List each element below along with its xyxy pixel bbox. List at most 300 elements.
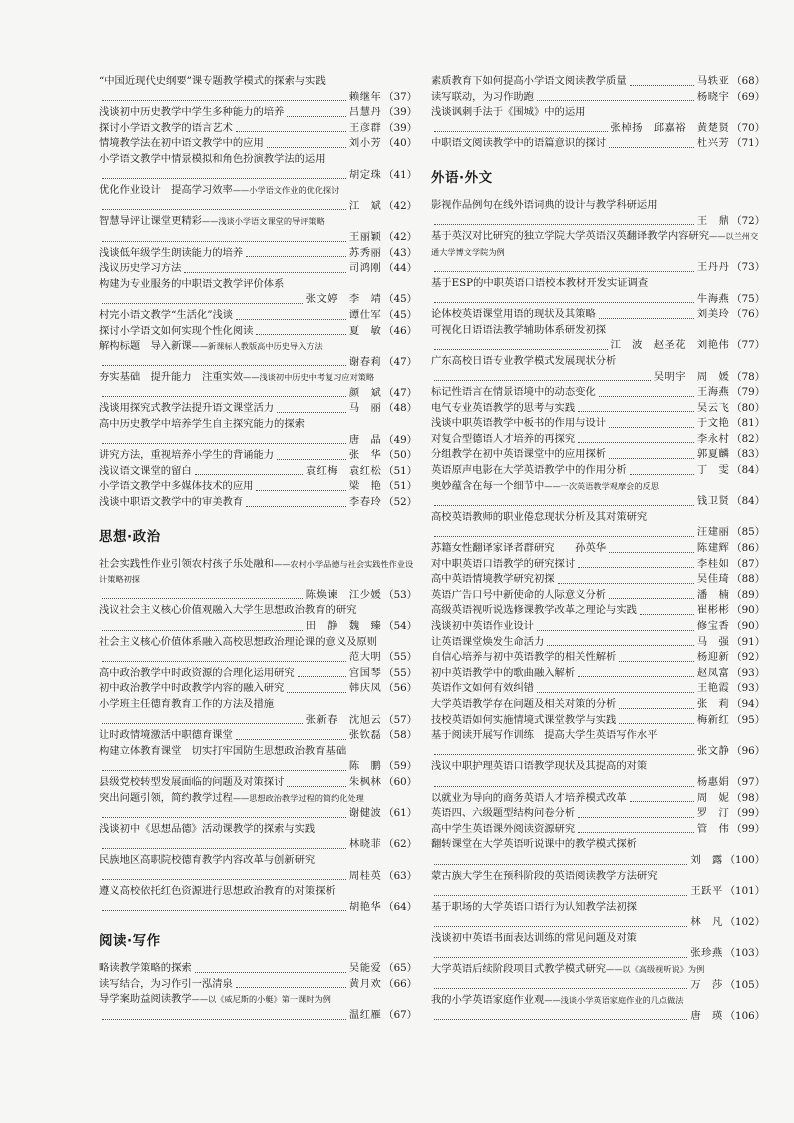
entry-title: 略读教学策略的探索 — [99, 962, 192, 975]
toc-entry — [431, 416, 765, 432]
entry-title: 基于英汉对比研究的独立学院大学英语汉英翻译教学内容研究——以兰州交通大学博文学院为例 — [431, 230, 759, 257]
section-heading: 思想·政治 — [99, 528, 161, 545]
dot-leader — [184, 272, 346, 273]
dot-leader — [434, 224, 694, 225]
dot-leader — [630, 801, 694, 802]
author-line — [99, 650, 417, 666]
entry-title: 浅议历史学习方法 — [99, 262, 182, 275]
author-line — [431, 338, 765, 354]
dot-leader — [102, 443, 346, 444]
dot-leader — [537, 692, 694, 693]
dot-leader — [287, 116, 346, 117]
toc-entry — [99, 308, 417, 324]
entry-author: 江 波 赵圣花 刘艳伟 — [610, 339, 730, 352]
entry-page: （75） — [731, 292, 765, 305]
toc-entry — [431, 759, 765, 790]
toc-entry — [431, 432, 765, 448]
entry-author: 夏 敏 — [348, 324, 382, 337]
entry-author: 朱枫林 — [348, 775, 382, 788]
dot-leader — [102, 910, 346, 911]
entry-page: （103） — [724, 947, 765, 960]
dot-leader — [434, 988, 687, 989]
entry-author: 崔彬彬 — [696, 604, 730, 617]
toc-entry — [99, 697, 417, 728]
toc-entry — [431, 307, 765, 323]
entry-page: （40） — [383, 137, 417, 150]
entry-page: （91） — [731, 635, 765, 648]
toc-entry — [99, 822, 417, 853]
entry-page: （39） — [383, 106, 417, 119]
entry-page: （90） — [731, 620, 765, 632]
entry-page: （84） — [731, 464, 765, 477]
toc-entry — [431, 603, 765, 619]
dot-leader — [434, 957, 687, 958]
toc-entry — [431, 229, 765, 276]
toc-entry — [99, 603, 417, 634]
entry-title: 对中职英语口语教学的研究探讨 — [431, 557, 576, 570]
dot-leader — [434, 536, 694, 537]
entry-author: 胡艳华 — [348, 900, 382, 913]
dot-leader — [619, 661, 694, 662]
toc-entry — [99, 277, 417, 308]
toc-entry — [99, 479, 417, 495]
entry-title: 突出问题引领，简约教学过程——思想政治教学过程的简约化处理 — [99, 791, 364, 804]
toc-entry — [99, 214, 417, 245]
entry-page: （85） — [731, 526, 765, 539]
entry-title: 浅议社会主义核心价值观融入大学生思想政治教育的研究 — [99, 604, 357, 617]
entry-author: 王 鼎 — [696, 214, 730, 227]
author-line — [99, 168, 417, 184]
entry-author: 吴云飞 — [696, 401, 730, 414]
toc-entry — [99, 339, 417, 370]
toc-entry — [431, 479, 765, 510]
entry-title: 解构标题 导入新课——新课标人教版高中历史导入方法 — [99, 340, 323, 353]
entry-title: 高校英语教师的职业倦怠现状分析及其对策研究 — [431, 510, 648, 523]
toc-entry — [431, 806, 765, 822]
entry-page: （39） — [383, 121, 417, 134]
entry-title: 高中英语情境教学研究初探 — [431, 573, 555, 586]
entry-page: （54） — [383, 620, 417, 632]
toc-entry — [431, 510, 765, 541]
author-line — [99, 386, 417, 402]
entry-author: 张文婷 李 靖 — [305, 293, 382, 306]
author-line — [99, 759, 417, 775]
entry-title: 社会实践性作业引领农村孩子乐处融和——农村小学品德与社会实践性作业设计策略初探 — [99, 557, 414, 585]
entry-page: （52） — [383, 496, 417, 509]
entry-page: （63） — [383, 869, 417, 882]
author-line — [99, 806, 417, 822]
entry-page: （83） — [731, 448, 765, 461]
entry-author: 周桂英 — [348, 869, 382, 882]
entry-author: 韩庆凤 — [348, 682, 382, 695]
dot-leader — [236, 131, 346, 132]
entry-title: “中国近现代史纲要”课专题教学模式的探索与实践 — [99, 75, 326, 87]
entry-title: 标记性语言在情景语境中的动态变化 — [431, 386, 596, 399]
entry-author: 陈建辉 — [696, 542, 730, 555]
dot-leader — [609, 427, 694, 428]
entry-page: （42） — [383, 230, 417, 243]
entry-page: （55） — [383, 651, 417, 664]
entry-title: 自信心培养与初中英语教学的相关性解析 — [431, 651, 617, 664]
entry-author: 林晓菲 — [348, 838, 382, 851]
author-line — [431, 884, 765, 900]
toc-entry — [99, 136, 417, 152]
entry-title: 探讨小学语文教学的语言艺术 — [99, 121, 233, 134]
entry-title: 大学英语后续阶段项目式教学模式研究——以《高级视听说》为例 — [431, 963, 705, 976]
entry-author: 张 华 — [348, 449, 382, 462]
entry-page: （106） — [724, 1009, 765, 1022]
entry-page: （64） — [383, 900, 417, 913]
toc-entry — [99, 635, 417, 666]
entry-page: （102） — [724, 916, 765, 929]
entry-page: （51） — [383, 464, 417, 477]
dot-leader — [619, 723, 694, 724]
entry-page: （94） — [731, 697, 765, 710]
author-line — [99, 355, 417, 371]
entry-subtitle: ——浅谈小学英语家庭作业的几点做法 — [544, 995, 684, 1006]
entry-title: 社会主义核心价值体系融入高校思想政治理论课的意义及原则 — [99, 635, 378, 648]
entry-author: 司鸿刚 — [348, 262, 382, 275]
entry-page: （43） — [383, 246, 417, 259]
dot-leader — [102, 100, 346, 101]
entry-title: 小学班主任德育教育工作的方法及措施 — [99, 697, 275, 710]
dot-leader — [578, 817, 694, 818]
entry-title: 大学英语教学存在问题及相关对策的分析 — [431, 697, 617, 710]
entry-author: 王彦群 — [348, 121, 382, 134]
entry-title: 遵义高校依托红色资源进行思想政治教育的对策探析 — [99, 885, 336, 898]
author-line — [431, 915, 765, 931]
entry-title: 奥妙蕴含在每一个细节中——一次英语教学观摩会的反思 — [431, 479, 659, 492]
author-line — [99, 588, 417, 604]
toc-entry — [431, 791, 765, 807]
toc-entry — [99, 666, 417, 682]
dot-leader — [609, 552, 694, 553]
dot-leader — [277, 459, 346, 460]
toc-entry — [99, 152, 417, 183]
toc-entry — [99, 105, 417, 121]
entry-page: （90） — [731, 604, 765, 617]
entry-title: 让英语课堂焕发生命活力 — [431, 635, 545, 648]
entry-author: 吴能爱 — [348, 962, 382, 975]
author-line — [431, 292, 765, 308]
entry-author: 江 斌 — [348, 199, 382, 212]
entry-title: 浅谈用探究式教学法提升语文课堂活力 — [99, 402, 275, 415]
toc-entry — [99, 183, 417, 214]
entry-title: 中职语文阅读教学中的语篇意识的探讨 — [431, 137, 607, 150]
entry-page: （68） — [731, 75, 765, 87]
entry-page: （51） — [383, 480, 417, 493]
entry-title: 英语原声电影在大学英语教学中的作用分析 — [431, 464, 627, 477]
author-line — [99, 900, 417, 916]
entry-title: 素质教育下如何提高小学语文阅读教学质量 — [431, 75, 627, 87]
entry-author: 梅新红 — [696, 713, 730, 726]
toc-entry — [431, 557, 765, 573]
entry-title: 县级党校转型发展面临的问题及对策探讨 — [99, 775, 285, 788]
entry-author: 张新春 沈旭云 — [305, 713, 382, 726]
entry-author: 赖继年 — [348, 90, 382, 103]
entry-title: 浅议中职护理英语口语教学现状及其提高的对策 — [431, 760, 648, 773]
toc-entry — [431, 635, 765, 651]
dot-leader — [102, 178, 346, 179]
toc-entry — [99, 853, 417, 884]
entry-title: 村完小语文教学“生活化”浅谈 — [99, 308, 234, 321]
toc-entry — [99, 728, 417, 744]
entry-title: 高中历史教学中培养学生自主探究能力的探索 — [99, 418, 305, 431]
entry-author: 潘 楠 — [696, 588, 730, 601]
entry-title: 构建为专业服务的中职语文教学评价体系 — [99, 277, 285, 290]
entry-page: （98） — [731, 791, 765, 804]
entry-subtitle: ——思想政治教学过程的简约化处理 — [232, 792, 364, 803]
toc-entry — [431, 650, 765, 666]
entry-author: 万 莎 — [690, 978, 723, 991]
entry-title: 浅谈中职英语教学中板书的作用与设计 — [431, 417, 607, 430]
entry-author: 马轶亚 — [696, 75, 730, 87]
author-line — [431, 260, 765, 276]
author-line — [431, 494, 765, 510]
entry-title: 浅谈中职语文教学中的审美教育 — [99, 496, 244, 509]
dot-leader — [578, 411, 694, 412]
entry-title: 读写联动，为习作助跑 — [431, 90, 534, 103]
dot-leader — [102, 661, 346, 662]
toc-entry — [99, 401, 417, 417]
entry-title: 英语广告口号中新使命的人际意义分析 — [431, 588, 607, 601]
dot-leader — [102, 630, 303, 631]
author-line — [99, 292, 417, 308]
toc-entry — [431, 666, 765, 682]
entry-page: （78） — [731, 370, 765, 383]
entry-title: 广东高校日语专业教学模式发展现状分析 — [431, 354, 617, 367]
entry-author: 修宝香 — [696, 620, 730, 632]
dot-leader — [434, 271, 694, 272]
dot-leader — [102, 365, 346, 366]
dot-leader — [434, 1019, 687, 1020]
toc-entry — [431, 728, 765, 759]
entry-author: 杜兴芳 — [696, 137, 730, 150]
dot-leader — [547, 645, 694, 646]
entry-subtitle: ——新课标人教版高中历史导入方法 — [191, 341, 323, 352]
entry-page: （84） — [731, 495, 765, 508]
entry-title: 情境教学法在初中语文教学中的应用 — [99, 137, 264, 150]
entry-author: 赵凤富 — [696, 666, 730, 679]
entry-author: 陈 鹏 — [348, 760, 382, 773]
entry-author: 范大明 — [348, 651, 382, 664]
entry-title: 小学语文教学中情景模拟和角色扮演教学法的运用 — [99, 152, 326, 165]
entry-title: 智慧导评让课堂更精彩——浅谈小学语文课堂的导评策略 — [99, 215, 325, 228]
dot-leader — [434, 864, 687, 865]
entry-page: （80） — [731, 401, 765, 414]
entry-author: 颜 斌 — [348, 386, 382, 399]
entry-title: 浅议语文课堂的留白 — [99, 464, 192, 477]
entry-author: 李桂如 — [696, 557, 730, 570]
dot-leader — [640, 614, 694, 615]
toc-entry — [99, 74, 417, 105]
entry-title: 可视化日语语法教学辅助体系研发初探 — [431, 323, 607, 336]
entry-page: （41） — [383, 168, 417, 181]
entry-page: （47） — [383, 386, 417, 399]
entry-author: 张珍燕 — [690, 947, 723, 960]
entry-author: 管 伟 — [696, 822, 730, 835]
entry-title: 构建立体教育课堂 切实打牢国防生思想政治教育基础 — [99, 744, 347, 757]
author-line — [99, 713, 417, 729]
entry-title: 浅谈低年级学生朗读能力的培养 — [99, 246, 244, 259]
author-line — [431, 744, 765, 760]
entry-page: （44） — [383, 262, 417, 275]
entry-title: 翻转课堂在大学英语听说课中的教学模式探析 — [431, 838, 637, 851]
toc-entry — [431, 74, 765, 90]
toc-entry — [99, 884, 417, 915]
entry-author: 刘 露 — [690, 853, 723, 866]
entry-title: 浅谈讽刺手法于《围城》中的运用 — [431, 106, 586, 119]
entry-author: 田 静 魏 臻 — [305, 620, 382, 632]
dot-leader — [434, 786, 694, 787]
author-line — [99, 90, 417, 106]
toc-entry — [99, 557, 417, 604]
entry-title: 探讨小学语文如何实现个性化阅读 — [99, 324, 254, 337]
entry-author: 谢健波 — [348, 807, 382, 820]
author-line — [99, 837, 417, 853]
dot-leader — [102, 303, 303, 304]
entry-page: （50） — [383, 449, 417, 462]
toc-entry — [99, 775, 417, 791]
entry-author: 王丽颖 — [348, 230, 382, 243]
toc-entry — [431, 90, 765, 106]
entry-title: 影视作品例句在线外语词典的设计与教学科研运用 — [431, 198, 658, 211]
dot-leader — [236, 987, 346, 988]
toc-entry — [99, 246, 417, 262]
dot-leader — [102, 817, 346, 818]
entry-author: 吴佳琦 — [696, 573, 730, 586]
dot-leader — [434, 131, 608, 132]
entry-page: （100） — [724, 853, 765, 866]
entry-author: 刘小芳 — [348, 137, 382, 150]
toc-entry — [99, 370, 417, 401]
toc-entry — [431, 463, 765, 479]
dot-leader — [102, 848, 346, 849]
entry-page: （77） — [731, 339, 765, 352]
entry-author: 马 强 — [696, 635, 730, 648]
entry-page: （73） — [731, 261, 765, 274]
toc-entry — [99, 961, 417, 977]
entry-subtitle: ——浅谈小学语文课堂的导评策略 — [201, 216, 325, 227]
toc-entry — [431, 541, 765, 557]
author-line — [99, 869, 417, 885]
author-line — [431, 525, 765, 541]
entry-subtitle: ——小学语文作业的优化探讨 — [232, 185, 340, 196]
dot-leader — [102, 209, 346, 210]
entry-title: 蒙古族大学生在预科阶段的英语阅读教学方法研究 — [431, 869, 658, 882]
dot-leader — [558, 583, 694, 584]
entry-page: （56） — [383, 682, 417, 695]
entry-page: （76） — [731, 308, 765, 321]
toc-entry — [431, 447, 765, 463]
entry-title: 初中政治教学中时政教学内容的融入研究 — [99, 682, 285, 695]
dot-leader — [195, 474, 303, 475]
entry-page: （79） — [731, 386, 765, 399]
entry-author: 唐 晶 — [348, 433, 382, 446]
entry-author: 王艳霞 — [696, 682, 730, 695]
entry-title: 论体校英语课堂用语的现状及其策略 — [431, 308, 596, 321]
toc-entry — [99, 791, 417, 822]
entry-author: 汪建丽 — [696, 526, 730, 539]
entry-author: 吴明宇 周 媛 — [653, 370, 730, 383]
toc-entry — [431, 572, 765, 588]
entry-author: 郭夏麟 — [696, 448, 730, 461]
toc-entry — [431, 993, 765, 1024]
entry-page: （61） — [383, 807, 417, 820]
entry-author: 王跃平 — [690, 885, 723, 898]
toc-entry — [431, 619, 765, 635]
toc-entry — [431, 822, 765, 838]
section-heading: 外语·外文 — [431, 169, 493, 186]
entry-author: 谭仕军 — [348, 308, 382, 321]
entry-title: 高中学生英语课外阅读资源研究 — [431, 822, 576, 835]
entry-page: （93） — [731, 682, 765, 695]
dot-leader — [578, 567, 694, 568]
entry-author: 杨迎新 — [696, 651, 730, 664]
dot-leader — [434, 754, 694, 755]
entry-author: 罗 汀 — [696, 807, 730, 820]
dot-leader — [599, 396, 694, 397]
entry-title: 英语作文如何有效纠错 — [431, 682, 534, 695]
entry-author: 李春玲 — [348, 496, 382, 509]
entry-page: （45） — [383, 308, 417, 321]
entry-author: 林 凡 — [690, 916, 723, 929]
toc-entry — [99, 495, 417, 511]
entry-page: （97） — [731, 775, 765, 788]
entry-subtitle: ——农村小学品德与社会实践性作业设计策略初探 — [99, 558, 414, 585]
entry-title: 基于ESP的中职英语口语校本教材开发实证调查 — [431, 276, 649, 289]
entry-title: 初中英语教学中的歌曲融入解析 — [431, 666, 576, 679]
entry-page: （95） — [731, 713, 765, 726]
dot-leader — [102, 723, 303, 724]
dot-leader — [236, 319, 346, 320]
toc-entry — [431, 713, 765, 729]
toc-entry — [431, 198, 765, 229]
entry-author: 胡定珠 — [348, 168, 382, 181]
dot-leader — [256, 490, 345, 491]
toc-entry — [431, 681, 765, 697]
entry-author: 张钦磊 — [348, 729, 382, 742]
entry-title: 小学语文教学中多媒体技术的应用 — [99, 480, 254, 493]
entry-author: 张 莉 — [696, 697, 730, 710]
dot-leader — [195, 972, 346, 973]
toc-entry — [431, 276, 765, 307]
dot-leader — [578, 676, 694, 677]
entry-page: （87） — [731, 557, 765, 570]
dot-leader — [287, 786, 346, 787]
dot-leader — [102, 879, 346, 880]
entry-title: 浅谈初中英语书面表达训练的常见问题及对策 — [431, 931, 637, 944]
dot-leader — [236, 739, 346, 740]
entry-page: （48） — [383, 402, 417, 415]
entry-author: 牛海燕 — [696, 292, 730, 305]
toc-entry — [99, 464, 417, 480]
entry-title: 优化作业设计 提高学习效率——小学语文作业的优化探讨 — [99, 184, 340, 197]
author-line — [99, 433, 417, 449]
dot-leader — [434, 380, 651, 381]
entry-title: 浅谈初中《思想品德》活动课教学的探索与实践 — [99, 822, 316, 835]
dot-leader — [630, 85, 694, 86]
entry-page: （62） — [383, 838, 417, 851]
dot-leader — [630, 474, 694, 475]
entry-page: （105） — [724, 978, 765, 991]
entry-author: 刘美玲 — [696, 308, 730, 321]
entry-title: 电气专业英语教学的思考与实践 — [431, 401, 576, 414]
entry-author: 吕慧丹 — [348, 106, 382, 119]
entry-author: 梁 艳 — [348, 480, 382, 493]
dot-leader — [609, 598, 694, 599]
entry-title: 夯实基础 提升能力 注重实效——浅谈初中历史中考复习应对策略 — [99, 371, 375, 384]
